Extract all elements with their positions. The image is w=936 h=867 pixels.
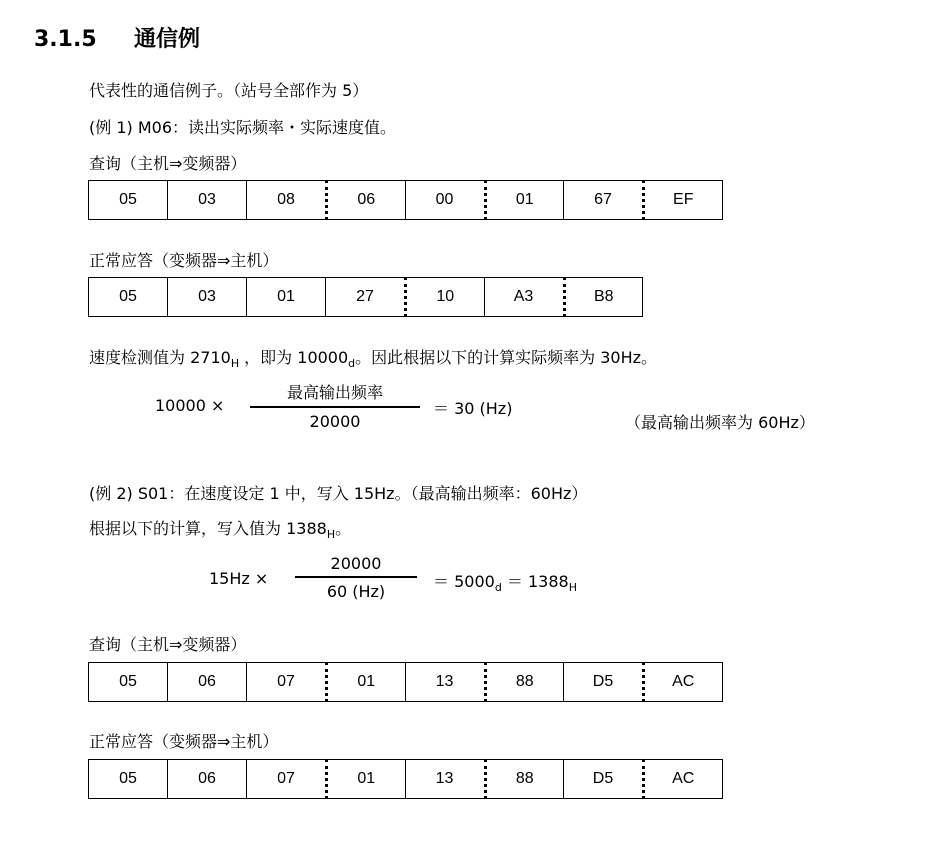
formula2-lhs: 15Hz × — [209, 569, 269, 588]
byte-cell: 03 — [167, 277, 246, 317]
example2-query-label: 查询（主机⇒变频器） — [89, 635, 247, 654]
byte-cell: 00 — [405, 180, 484, 220]
byte-cell: 67 — [563, 180, 642, 220]
byte-cell: 88 — [484, 662, 564, 702]
byte-cell: 01 — [325, 662, 405, 702]
byte-cell: AC — [642, 759, 723, 799]
byte-cell: 01 — [325, 759, 405, 799]
byte-cell: D5 — [563, 759, 642, 799]
example1-response-table — [88, 277, 643, 317]
formula1-rhs: ＝ 30 (Hz) — [433, 399, 513, 418]
byte-cell: EF — [642, 180, 723, 220]
formula1-denominator: 20000 — [309, 411, 361, 431]
section-heading — [34, 22, 200, 53]
example2-title: (例 2) S01：在速度设定 1 中，写入 15Hz。（最高输出频率：60Hz） — [89, 484, 588, 503]
example1-title: (例 1) M06：读出实际频率・实际速度值。 — [89, 118, 397, 137]
example1-response-label: 正常应答（变频器⇒主机） — [89, 251, 279, 270]
example2-explanation: 根据以下的计算，写入值为 $1388_H$。 — [89, 519, 352, 541]
byte-cell: 27 — [325, 277, 404, 317]
example1-explanation: 速度检测值为 $2710_H$ ，即为 $10000_d$。因此根据以下的计算实际频率为 30Hz。 — [89, 348, 658, 370]
byte-cell: B8 — [563, 277, 644, 317]
byte-cell: 06 — [325, 180, 405, 220]
byte-cell: 06 — [167, 662, 246, 702]
byte-cell: 05 — [88, 759, 167, 799]
example2-query-table — [88, 662, 723, 702]
byte-cell: 07 — [246, 662, 325, 702]
formula2-denominator: 60 (Hz) — [326, 581, 386, 601]
byte-cell: A3 — [484, 277, 563, 317]
byte-cell: 05 — [88, 277, 167, 317]
section-title: 通信例 — [133, 27, 200, 52]
byte-cell: 03 — [167, 180, 246, 220]
byte-cell: 88 — [484, 759, 564, 799]
byte-cell: 08 — [246, 180, 325, 220]
byte-cell: 06 — [167, 759, 246, 799]
byte-cell: 05 — [88, 662, 167, 702]
example1-query-label: 查询（主机⇒变频器） — [89, 154, 247, 173]
byte-cell: 05 — [88, 180, 167, 220]
byte-cell: 01 — [246, 277, 325, 317]
formula1-numerator: 最高输出频率 — [286, 383, 383, 402]
byte-cell: 01 — [484, 180, 564, 220]
formula2-fraction — [295, 554, 417, 601]
formula1-lhs: 10000 × — [155, 396, 225, 415]
intro-text: 代表性的通信例子。（站号全部作为 5） — [89, 81, 369, 100]
example1-query-table — [88, 180, 723, 220]
byte-cell: 13 — [405, 662, 484, 702]
formula2-numerator: 20000 — [330, 554, 382, 573]
byte-cell: D5 — [563, 662, 642, 702]
byte-cell: 13 — [405, 759, 484, 799]
byte-cell: 07 — [246, 759, 325, 799]
section-number: 3.1.5 — [34, 27, 97, 52]
byte-cell: AC — [642, 662, 723, 702]
formula2-rhs: ＝ $5000_d = 1388_H$ — [433, 572, 577, 594]
byte-cell: 10 — [404, 277, 484, 317]
formula1-fraction — [250, 380, 420, 431]
example2-response-table — [88, 759, 723, 799]
example2-response-label: 正常应答（变频器⇒主机） — [89, 732, 279, 751]
formula1-note: （最高输出频率为 60Hz） — [625, 413, 815, 432]
